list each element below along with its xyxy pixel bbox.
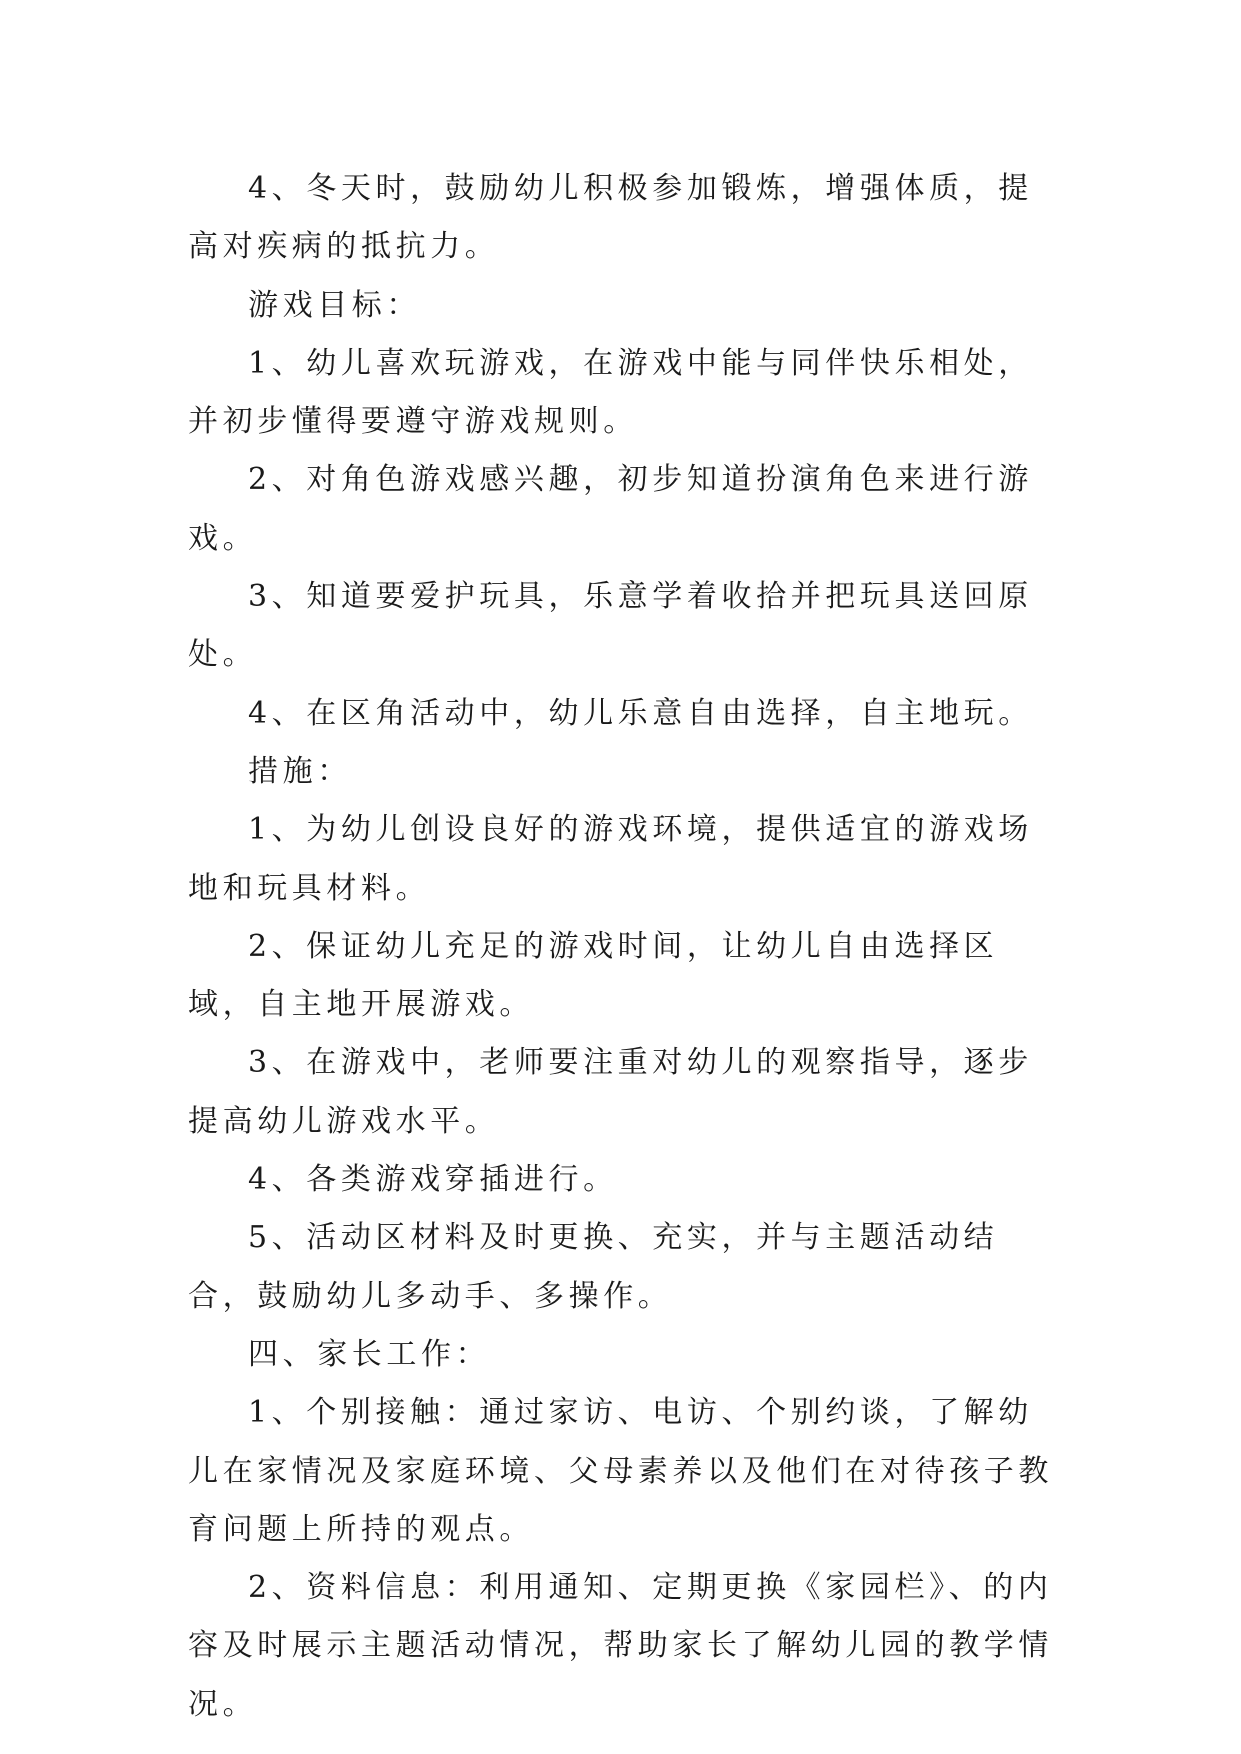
paragraph-measure-4: 4、各类游戏穿插进行。 bbox=[248, 1162, 618, 1198]
heading-game-goals: 游戏目标： bbox=[248, 287, 421, 323]
heading-measures: 措施： bbox=[248, 753, 352, 789]
paragraph-measure-5: 5、活动区材料及时更换、充实，并与主题活动结合，鼓励幼儿多动手、多操作。 bbox=[188, 1220, 999, 1314]
document-body bbox=[188, 160, 1053, 1734]
paragraph-parent-work-2: 2、资料信息：利用通知、定期更换《家园栏》、的内容及时展示主题活动情况，帮助家长了解幼儿园的教学情况。 bbox=[188, 1570, 1053, 1722]
paragraph-game-goal-4: 4、在区角活动中，幼儿乐意自由选择，自主地玩。 bbox=[248, 695, 1033, 731]
paragraph-game-goal-2: 2、对角色游戏感兴趣，初步知道扮演角色来进行游戏。 bbox=[188, 462, 1033, 556]
paragraph-measure-3: 3、在游戏中，老师要注重对幼儿的观察指导，逐步提高幼儿游戏水平。 bbox=[188, 1045, 1033, 1139]
paragraph-measure-1: 1、为幼儿创设良好的游戏环境，提供适宜的游戏场地和玩具材料。 bbox=[188, 812, 1033, 906]
paragraph-game-goal-1: 1、幼儿喜欢玩游戏，在游戏中能与同伴快乐相处，并初步懂得要遵守游戏规则。 bbox=[188, 345, 1033, 440]
paragraph-parent-work-1: 1、个别接触：通过家访、电访、个别约谈，了解幼儿在家情况及家庭环境、父母素养以及他们在对待孩子教育问题上所持的观点。 bbox=[188, 1395, 1053, 1547]
paragraph-winter-exercise: 4、冬天时，鼓励幼儿积极参加锻炼，增强体质，提高对疾病的抵抗力。 bbox=[188, 171, 1033, 265]
heading-parent-work: 四、家长工作： bbox=[248, 1336, 491, 1372]
paragraph-game-goal-3: 3、知道要爱护玩具，乐意学着收拾并把玩具送回原处。 bbox=[188, 579, 1033, 673]
paragraph-measure-2: 2、保证幼儿充足的游戏时间，让幼儿自由选择区域，自主地开展游戏。 bbox=[188, 928, 999, 1023]
